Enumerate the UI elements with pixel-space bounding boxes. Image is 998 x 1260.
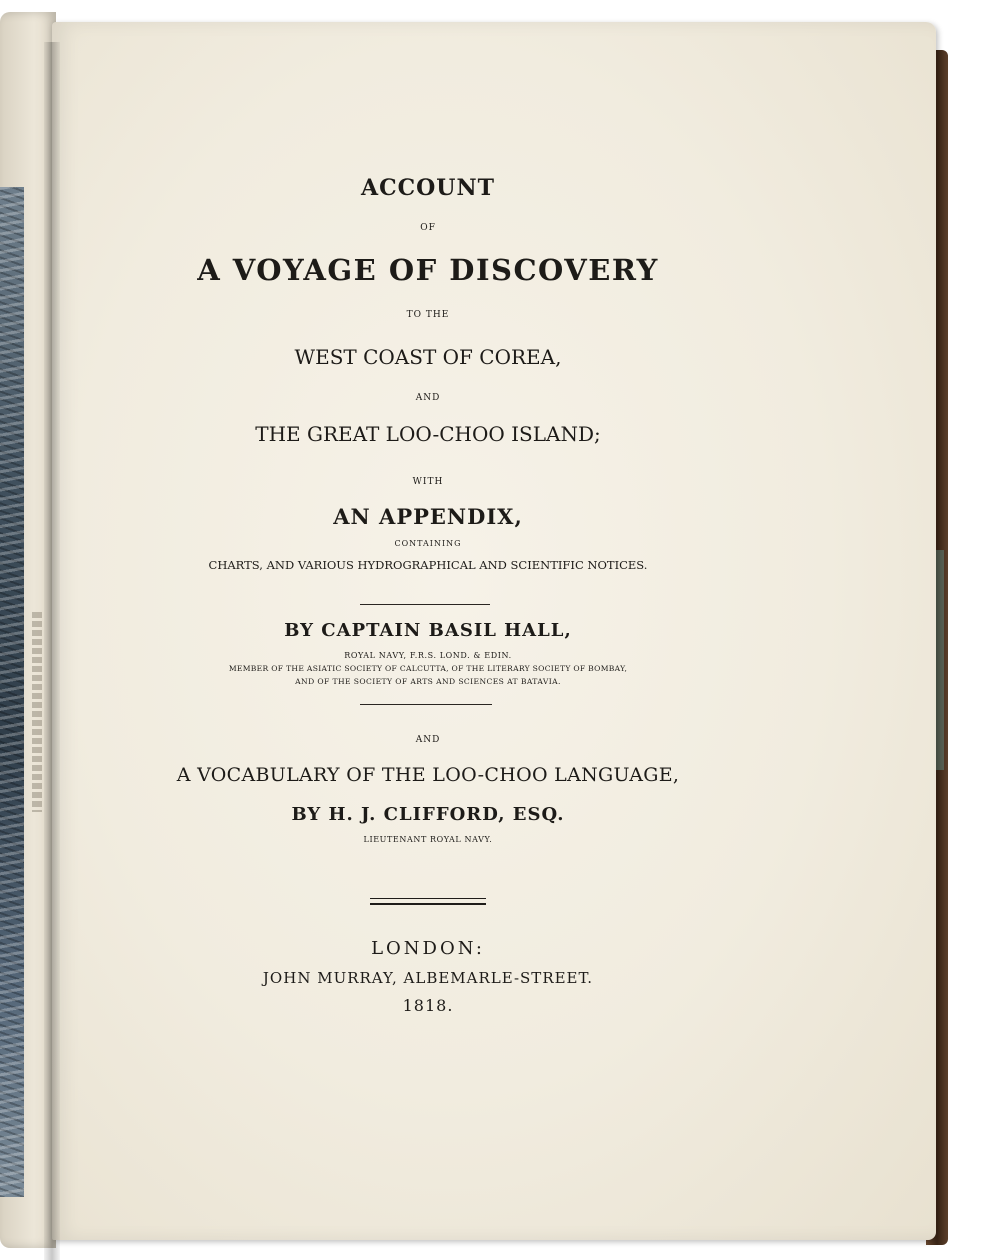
title-page-content — [52, 22, 804, 1240]
text-with: WITH — [412, 477, 444, 487]
heading-appendix: AN APPENDIX, — [333, 504, 523, 529]
divider-double-rule — [370, 898, 486, 905]
heading-account: ACCOUNT — [361, 175, 495, 201]
author-credential-2: MEMBER OF THE ASIATIC SOCIETY OF CALCUTTA, OF THE LITERARY SOCIETY OF BOMBAY, — [228, 664, 628, 673]
author-credential-3: AND OF THE SOCIETY OF ARTS AND SCIENCES AT BATAVIA. — [295, 677, 561, 686]
text-charts: CHARTS, AND VARIOUS HYDROGRAPHICAL AND SCIENTIFIC NOTICES. — [208, 558, 648, 572]
imprint-publisher: JOHN MURRAY, ALBEMARLE-STREET. — [262, 969, 594, 987]
divider-rule-2 — [360, 704, 492, 705]
text-to-the: TO THE — [406, 310, 450, 320]
co-author-rank: LIEUTENANT ROYAL NAVY. — [363, 835, 493, 844]
author-line: BY CAPTAIN BASIL HALL, — [284, 620, 572, 641]
subtitle-west-coast: WEST COAST OF COREA, — [294, 345, 562, 369]
text-containing: CONTAINING — [394, 539, 462, 548]
frontispiece-plate-edge — [0, 187, 24, 1197]
subtitle-loo-choo-island: THE GREAT LOO-CHOO ISLAND; — [255, 422, 601, 446]
imprint-year: 1818. — [402, 996, 454, 1015]
frontispiece-caption-edge — [32, 612, 42, 812]
imprint-place: LONDON: — [371, 938, 485, 959]
author-credential-1: ROYAL NAVY, F.R.S. LOND. & EDIN. — [344, 651, 512, 660]
text-and-1: AND — [415, 393, 441, 403]
title-page — [52, 22, 936, 1240]
divider-rule-1 — [360, 604, 490, 605]
subtitle-vocabulary: A VOCABULARY OF THE LOO-CHOO LANGUAGE, — [176, 764, 680, 786]
co-author-line: BY H. J. CLIFFORD, ESQ. — [291, 804, 565, 825]
text-and-2: AND — [415, 735, 441, 745]
main-title: A VOYAGE OF DISCOVERY — [197, 253, 659, 287]
text-of: OF — [420, 223, 436, 233]
